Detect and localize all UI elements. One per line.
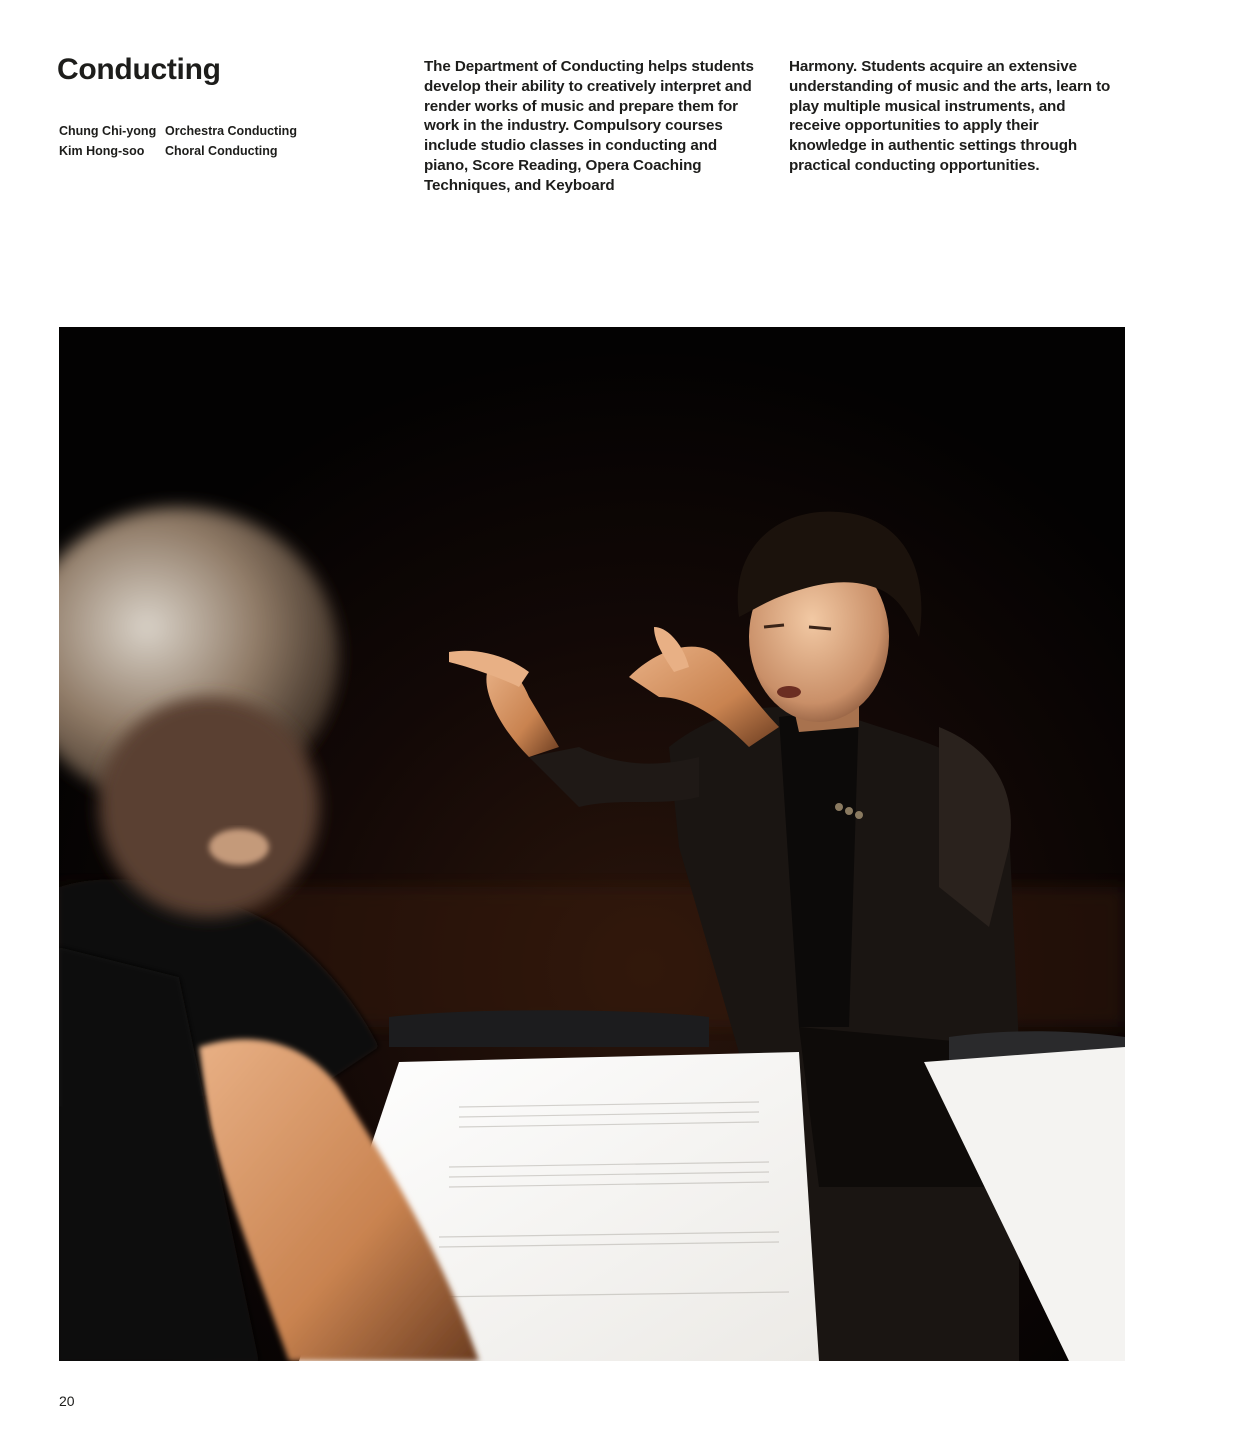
faculty-name: Kim Hong-soo xyxy=(59,144,145,158)
faculty-row xyxy=(59,141,297,161)
page-number: 20 xyxy=(59,1393,75,1409)
conductor-photo xyxy=(59,327,1125,1361)
faculty-role: Orchestra Conducting xyxy=(165,124,297,138)
faculty-name: Chung Chi-yong xyxy=(59,124,157,138)
faculty-list xyxy=(59,121,297,161)
faculty-role: Choral Conducting xyxy=(165,144,278,158)
faculty-row xyxy=(59,121,297,141)
page-title: Conducting xyxy=(57,53,221,86)
conductor-photo-illustration xyxy=(59,327,1125,1361)
body-text-column-2: Harmony. Students acquire an extensive understanding of music and the arts, learn to play multiple musical instruments, and receive opportunities to apply their knowledge in authentic settings through practical conducting opportunities. xyxy=(789,58,1111,174)
body-text-column-1: The Department of Conducting helps students develop their ability to creatively interpret and render works of music and prepare them for work in the industry. Compulsory courses include studio classes in conducting and piano, Score Reading, Opera Coaching Techniques, and Keyboard xyxy=(424,58,754,194)
